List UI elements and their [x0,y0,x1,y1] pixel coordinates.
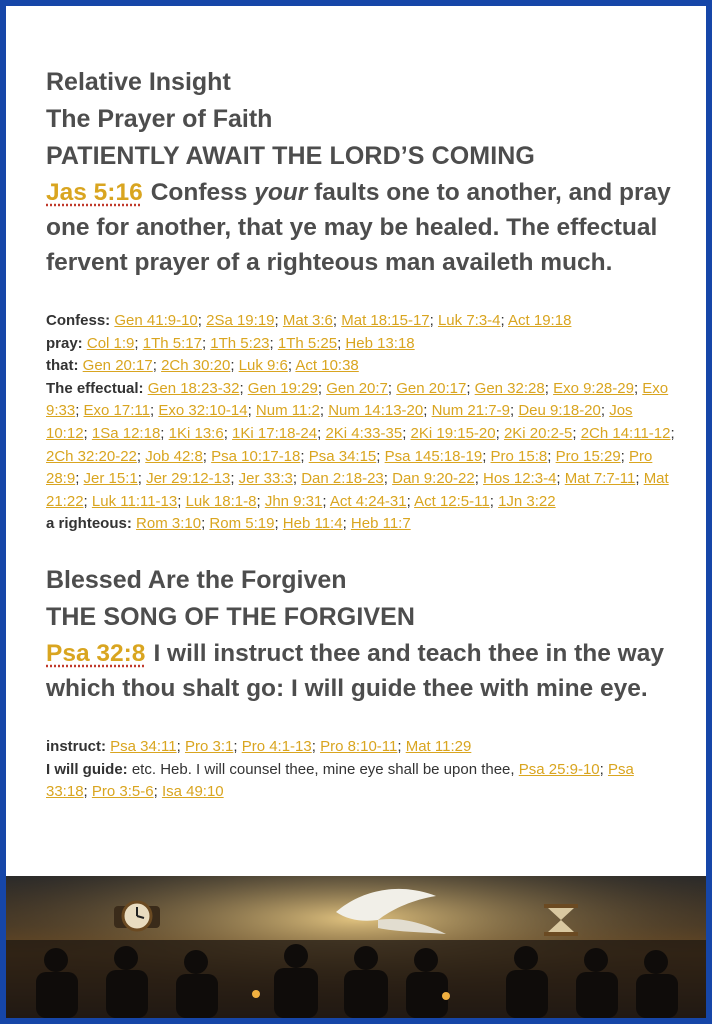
scripture-link[interactable]: Gen 32:28 [474,379,545,397]
scripture-link[interactable]: Heb 13:18 [345,334,415,352]
crossref-group: that: Gen 20:17; 2Ch 30:20; Luk 9:6; Act 10:38 [46,357,359,375]
scripture-link[interactable]: Exo 32:10-14 [158,402,248,420]
chapter-heading-2: THE SONG OF THE FORGIVEN [46,602,416,631]
scripture-link[interactable]: Psa 145:18-19 [384,447,483,465]
scripture-link[interactable]: Act 4:24-31 [329,492,407,510]
scripture-link[interactable]: Heb 11:4 [282,515,343,533]
scripture-link[interactable]: Gen 41:9-10 [114,312,198,329]
scripture-link[interactable]: Act 19:18 [508,312,572,329]
verse-ref-link-2[interactable]: Psa 32:8 [46,639,146,667]
scripture-link[interactable]: Job 42:8 [145,447,203,465]
scripture-link[interactable]: Pro 3:1 [184,737,234,755]
scripture-link[interactable]: Num 11:2 [255,402,320,420]
section-title: Relative Insight [46,68,231,96]
scripture-link[interactable]: 2Ki 4:33-35 [325,424,403,442]
scripture-link[interactable]: Gen 18:23-32 [147,379,240,397]
crossref-label: The effectual: [46,379,144,397]
devotion-title: The Prayer of Faith [46,105,273,133]
content [46,64,676,804]
crossref-group: a righteous: Rom 3:10; Rom 5:19; Heb 11:4; Heb 11:7 [46,515,411,533]
scripture-link[interactable]: 1Th 5:17 [142,334,202,352]
scripture-link[interactable]: Psa 34:15 [308,447,377,465]
scripture-link[interactable]: Rom 3:10 [136,515,202,533]
scripture-link[interactable]: Mat 11:29 [405,737,472,755]
verse-text: Jas 5:16 Confess your faults one to another, and pray one for another, that ye may be healed. The effectual fervent prayer of a righteous man availeth much. [46,179,671,276]
scripture-link[interactable]: Num 14:13-20 [328,402,424,420]
scripture-link[interactable]: Dan 2:18-23 [301,470,384,488]
scripture-link[interactable]: 2Ch 30:20 [161,357,231,375]
crossref-note: etc. Heb. I will counsel thee, mine eye shall be upon thee, [131,760,515,778]
scripture-link[interactable]: 1Th 5:25 [277,334,338,352]
crossref-label: that: [46,357,79,375]
scripture-link[interactable]: Col 1:9 [86,334,135,352]
verse-text-2: Psa 32:8 I will instruct thee and teach thee in the way which thou shalt go: I will guide thee with mine eye. [46,639,664,702]
crossref-group: I will guide: etc. Heb. I will counsel thee, mine eye shall be upon thee, Psa 25:9-10; Psa 33:18; Pro 3:5-6; Isa 49:10 [46,760,634,801]
crossref-label: instruct: [46,737,106,755]
crossref-group: The effectual: Gen 18:23-32; Gen 19:29; Gen 20:7; Gen 20:17; Gen 32:28; Exo 9:28-29; Exo 9:33; Exo 17:11; Exo 32:10-14; Num 11:2; Num 14:13-20; Num 21:7-9; Deu 9:18-20; Jos 10:12; 1Sa 12:18; 1Ki 13:6; 1Ki 17:18-24; 2Ki 4:33-35; 2Ki 19:15-20; 2Ki 20:2-5; 2Ch 14:11-12; 2Ch 32:20-22; Job 42:8; Psa 10:17-18; Psa 34:15; Psa 145:18-19; Pro 15:8; Pro 15:29; Pro 28:9; Jer 15:1; Jer 29:12-13; Jer 33:3; Dan 2:18-23; Dan 9:20-22; Hos 12:3-4; Mat 7:7-11; Mat 21:22; Luk 11:11-13; Luk 18:1-8; Jhn 9:31; Act 4:24-31; Act 12:5-11; 1Jn 3:22 [46,379,675,510]
scripture-link[interactable]: Hos 12:3-4 [483,470,557,488]
scripture-link[interactable]: Pro 15:29 [555,447,621,465]
scripture-link[interactable]: Exo 17:11 [83,402,150,420]
verse-ref-link[interactable]: Jas 5:16 [46,179,143,206]
crossref-label: pray: [46,334,83,352]
scripture-link[interactable]: Luk 18:1-8 [185,492,257,510]
scripture-link[interactable]: Psa 34:11 [110,737,177,755]
scripture-link[interactable]: Rom 5:19 [209,515,275,533]
scripture-link[interactable]: 2Ch 14:11-12 [580,424,671,442]
scripture-link[interactable]: 2Ch 32:20-22 [46,447,137,465]
scripture-link[interactable]: Luk 11:11-13 [91,492,178,510]
scripture-link[interactable]: 1Th 5:23 [210,334,270,352]
crossref-label: Confess: [46,312,111,329]
page [6,6,706,1018]
scripture-link[interactable]: 1Ki 17:18-24 [232,424,318,442]
scripture-link[interactable]: Jer 29:12-13 [146,470,231,488]
scripture-link[interactable]: Exo 9:33 [46,379,669,420]
scripture-link[interactable]: Deu 9:18-20 [518,402,601,420]
scripture-link[interactable]: Heb 11:7 [350,515,411,533]
second-section [46,562,676,804]
scripture-link[interactable]: Psa 10:17-18 [211,447,301,465]
scripture-link[interactable]: Pro 8:10-11 [320,737,398,755]
scripture-link[interactable]: Mat 3:6 [282,312,333,329]
cross-references [46,310,676,536]
scripture-link[interactable]: Gen 20:7 [326,379,388,397]
scripture-link[interactable]: Gen 20:17 [82,357,153,375]
illustration-image [6,876,706,1018]
chapter-heading: PATIENTLY AWAIT THE LORD’S COMING [46,142,535,170]
scripture-link[interactable]: Mat 18:15-17 [341,312,430,329]
crossref-group: instruct: Psa 34:11; Pro 3:1; Pro 4:1-13; Pro 8:10-11; Mat 11:29 [46,737,472,755]
crossref-label: I will guide: [46,760,128,778]
scripture-link[interactable]: Exo 9:28-29 [553,379,634,397]
scripture-link[interactable]: Luk 9:6 [238,357,288,375]
scripture-link[interactable]: Psa 33:18 [46,760,634,801]
scripture-link[interactable]: Pro 15:8 [490,447,548,465]
scripture-link[interactable]: Act 12:5-11 [414,492,490,510]
scripture-link[interactable]: Gen 20:17 [396,379,467,397]
scripture-link[interactable]: Jer 15:1 [83,470,138,488]
scripture-link[interactable]: Act 10:38 [295,357,359,375]
crossref-group: Confess: Gen 41:9-10; 2Sa 19:19; Mat 3:6; Mat 18:15-17; Luk 7:3-4; Act 19:18 [46,312,572,329]
scripture-link[interactable]: Num 21:7-9 [431,402,510,420]
scripture-link[interactable]: Mat 7:7-11 [564,470,636,488]
scripture-link[interactable]: 2Ki 20:2-5 [503,424,573,442]
crossref-group: pray: Col 1:9; 1Th 5:17; 1Th 5:23; 1Th 5:25; Heb 13:18 [46,334,415,352]
scripture-link[interactable]: 1Ki 13:6 [168,424,224,442]
scripture-link[interactable]: Pro 4:1-13 [241,737,312,755]
scripture-link[interactable]: 2Sa 19:19 [206,312,275,329]
scripture-link[interactable]: Jos 10:12 [46,402,633,442]
scripture-link[interactable]: Psa 25:9-10 [518,760,600,778]
scripture-link[interactable]: Luk 7:3-4 [437,312,501,329]
scripture-link[interactable]: Mat 21:22 [46,470,669,510]
clock-icon [114,902,160,930]
scripture-link[interactable]: 1Sa 12:18 [91,424,161,442]
scripture-link[interactable]: Jer 33:3 [238,470,293,488]
scripture-link[interactable]: Isa 49:10 [161,783,224,801]
scripture-link[interactable]: 2Ki 19:15-20 [410,424,496,442]
scripture-link[interactable]: Pro 28:9 [46,447,653,488]
scripture-link[interactable]: 1Jn 3:22 [498,492,556,510]
section-title-2: Blessed Are the Forgiven [46,565,347,594]
scripture-link[interactable]: Pro 3:5-6 [91,783,154,801]
cross-references-2 [46,736,676,804]
scripture-link[interactable]: Dan 9:20-22 [392,470,475,488]
scripture-link[interactable]: Jhn 9:31 [264,492,323,510]
crossref-label: a righteous: [46,515,132,533]
scripture-link[interactable]: Gen 19:29 [247,379,318,397]
